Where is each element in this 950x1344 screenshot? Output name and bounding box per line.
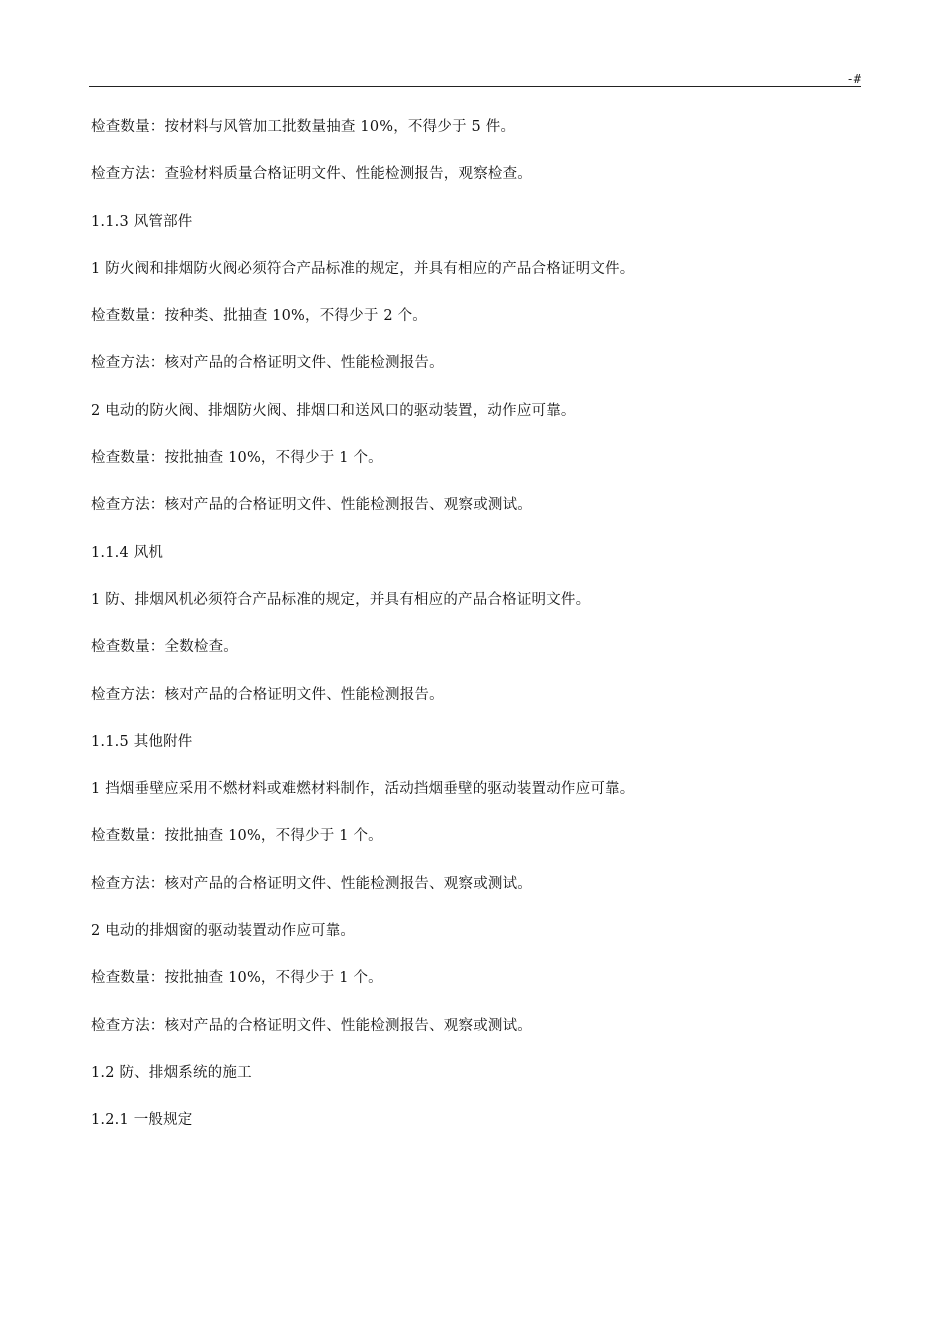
paragraph-inspection-quantity: 检查数量：按批抽查 10%，不得少于 1 个。 [91, 450, 383, 467]
page-number: -# [846, 72, 861, 86]
paragraph-inspection-quantity: 检查数量：按种类、批抽查 10%，不得少于 2 个。 [91, 308, 427, 325]
paragraph-clause: 1 挡烟垂壁应采用不燃材料或难燃材料制作，活动挡烟垂壁的驱动装置动作应可靠。 [91, 781, 635, 798]
paragraph-inspection-method: 检查方法：核对产品的合格证明文件、性能检测报告、观察或测试。 [91, 1017, 532, 1034]
paragraph-clause: 1 防、排烟风机必须符合产品标准的规定，并具有相应的产品合格证明文件。 [91, 591, 591, 608]
paragraph-inspection-method: 检查方法：核对产品的合格证明文件、性能检测报告。 [91, 686, 444, 703]
paragraph-inspection-method: 检查方法：核对产品的合格证明文件、性能检测报告、观察或测试。 [91, 497, 532, 514]
paragraph-inspection-method: 检查方法：核对产品的合格证明文件、性能检测报告。 [91, 355, 444, 372]
section-heading-1-1-5: 1.1.5 其他附件 [91, 733, 193, 750]
document-body [91, 114, 861, 1155]
paragraph-clause: 1 防火阀和排烟防火阀必须符合产品标准的规定，并具有相应的产品合格证明文件。 [91, 260, 635, 277]
paragraph-inspection-quantity: 检查数量：全数检查。 [91, 639, 238, 656]
paragraph-clause: 2 电动的排烟窗的驱动装置动作应可靠。 [91, 923, 356, 940]
paragraph-inspection-method: 检查方法：查验材料质量合格证明文件、性能检测报告，观察检查。 [91, 166, 532, 183]
paragraph-inspection-quantity: 检查数量：按批抽查 10%，不得少于 1 个。 [91, 828, 383, 845]
section-heading-1-2: 1.2 防、排烟系统的施工 [91, 1064, 252, 1081]
header-rule [89, 86, 861, 87]
paragraph-inspection-quantity: 检查数量：按批抽查 10%，不得少于 1 个。 [91, 970, 383, 987]
section-heading-1-2-1: 1.2.1 一般规定 [91, 1112, 193, 1129]
paragraph-inspection-quantity: 检查数量：按材料与风管加工批数量抽查 10%，不得少于 5 件。 [91, 119, 516, 135]
paragraph-inspection-method: 检查方法：核对产品的合格证明文件、性能检测报告、观察或测试。 [91, 875, 532, 892]
section-heading-1-1-3: 1.1.3 风管部件 [91, 213, 193, 230]
section-heading-1-1-4: 1.1.4 风机 [91, 544, 164, 561]
paragraph-clause: 2 电动的防火阀、排烟防火阀、排烟口和送风口的驱动装置，动作应可靠。 [91, 402, 576, 419]
